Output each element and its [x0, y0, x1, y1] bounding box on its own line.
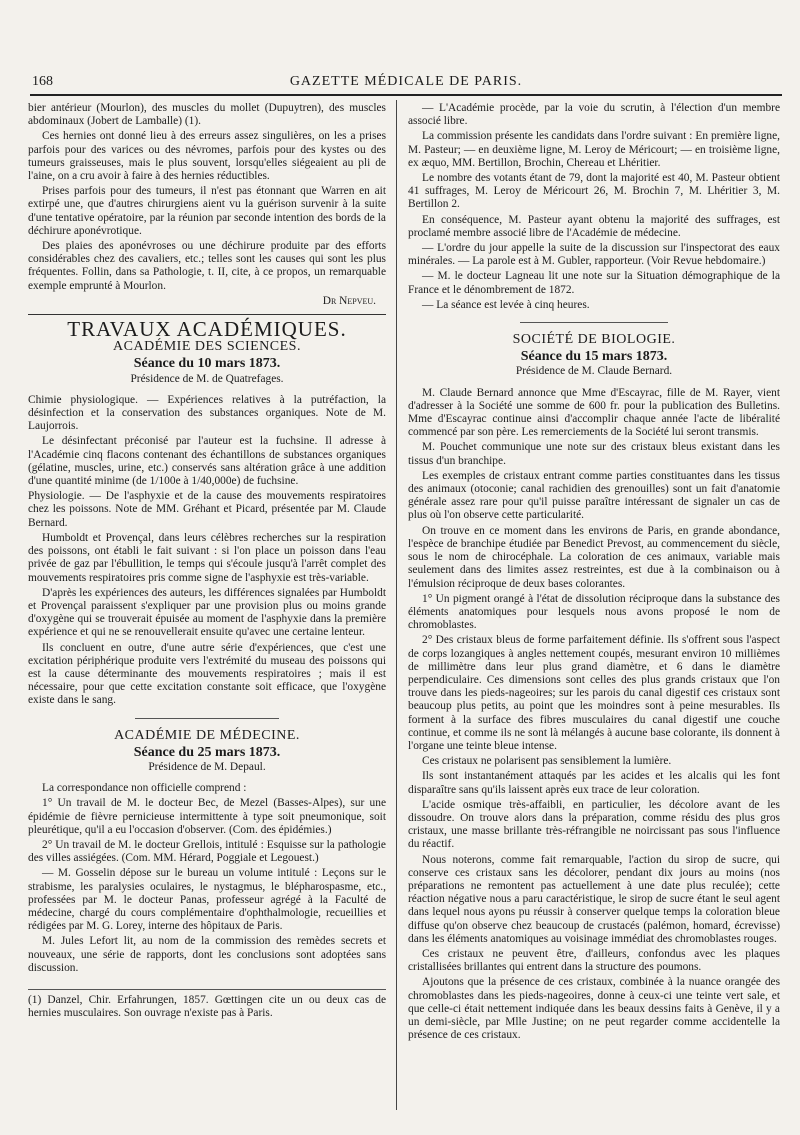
paragraph: 2° Un travail de M. le docteur Grellois, intitulé : Esquisse sur la pathologie des villes assiégées. (Com. MM. Hérard, Poggiale et Legouest.) — [28, 838, 386, 865]
sciences-seance: Séance du 10 mars 1873. — [133, 356, 281, 372]
paragraph: Ils concluent en outre, d'une autre série d'expériences, que c'est une excitation périphérique produite vers l'extrémité du museau des poissons qui est la cause déterminante des mouvements respiratoires ; mais il est nécessaire, pour que cette excitation constante soit efficace, que l'oxygène existe dans le sang. — [28, 641, 386, 707]
paragraph: Chimie physiologique. — Expériences relatives à la putréfaction, la désinfection et la conservation des substances organiques. Note de M. Laujorrois. — [28, 393, 386, 433]
medecine-seance: Séance du 25 mars 1873. — [133, 744, 281, 760]
paragraph: D'après les expériences des auteurs, les différences signalées par Humboldt et Provençal paraissent s'expliquer par une provision plus ou moins grande d'oxygène qui se trouverait épuisée au moment de l'asphyxie dans la première expérience et qui ne se renouvellerait ensuite qu'avec une certaine lenteur. — [28, 586, 386, 639]
paragraph: Ces cristaux ne polarisent pas sensiblement la lumière. — [422, 755, 672, 768]
paragraph: En conséquence, M. Pasteur ayant obtenu la majorité des suffrages, est proclamé membre associé libre de l'Académie de médecine. — [408, 213, 780, 239]
paragraph: — M. Gosselin dépose sur le bureau un volume intitulé : Leçons sur le strabisme, les paralysies oculaires, le nystagmus, le blépharospasme, etc., professées par M. le docteur Panas, professeur agrégé à la Faculté de médecine, chargé du cours complémentaire d'ophthalmologie, recueillies et rédigées par M. G. Lorey, interne des hôpitaux de Paris. — [28, 867, 386, 933]
sciences-heading: ACADÉMIE DES SCIENCES. — [113, 339, 301, 355]
paragraph: L'acide osmique très-affaibli, en particulier, les décolore avant de les dissoudre. On trouve alors dans la préparation, comme résidu des plus gros cristaux, une masse brillante très-réfrangible ne noircissant pas sous l'influence du réactif. — [408, 798, 780, 851]
page-number: 168 — [32, 74, 53, 89]
page-header — [30, 72, 782, 96]
paragraph: Des plaies des aponévroses ou une déchirure produite par des efforts considérables chez des cavaliers, etc.; telles sont les causes qui sont les plus fréquentes. Follin, dans sa Pathologie, t. II, cite, à ce propos, un remarquable exemple emprunté à Mourlon. — [28, 240, 386, 292]
paragraph: M. Claude Bernard annonce que Mme d'Escayrac, fille de M. Rayer, vient d'adresser à la Société une somme de 600 fr. pour la publication des Bulletins. Mme d'Escayrac continue ainsi d'accomplir chaque année l'acte de libéralité commencé par son père. Les remerciements de la Société lui seront transmis. — [408, 386, 780, 439]
biologie-heading: SOCIÉTÉ DE BIOLOGIE. — [512, 332, 676, 348]
paragraph: Le nombre des votants étant de 79, dont la majorité est 40, M. Pasteur obtient 41 suffrages, M. Leroy de Méricourt 26, M. Brochin 7, M. Lhéritier 3, M. Bertillon 2. — [408, 172, 780, 211]
paragraph: 2° Des cristaux bleus de forme parfaitement définie. Ils s'offrent sous l'aspect de corps lozangiques à angles nettement coupés, mesurant environ 10 millièmes de millimètre dans leur plus grand diamètre, et 6 dans le diamètre perpendiculaire. Ces dimensions sont celles des plus grands cristaux que l'on trouve dans les pieds-nageoires; sur les parois du canal digestif ces cristaux sont beaucoup plus petits, au point que les moindres sont à peine mesurables. Ils forment à la surface des fibres musculaires du canal digestif une couche continue, et comme ils ne sont là mélangés à aucune base colorante, ils donnent à l'organe une teinte bleue intense. — [408, 634, 780, 752]
paragraph: Le désinfectant préconisé par l'auteur est la fuchsine. Il adresse à l'Académie cinq flacons contenant des échantillons de substances organiques (gélatine, muscles, urine, etc.) conservés sans altération grâce à une addition d'une quantité minime (de 1/100e à 1/40,000e) de fuchsine. — [28, 435, 386, 488]
paragraph: La commission présente les candidats dans l'ordre suivant : En première ligne, M. Pasteur; — en deuxième ligne, M. Leroy de Méricourt; — en troisième ligne, ex æquo, MM. Bertillon, Brochin, Chereau et Lhéritier. — [408, 130, 780, 169]
paragraph: M. Pouchet communique une note sur des cristaux bleus existant dans les tissus d'un branchipe. — [408, 441, 780, 467]
column-divider — [396, 100, 397, 1110]
paragraph: — L'Académie procède, par la voie du scrutin, à l'élection d'un membre associé libre. — [408, 102, 780, 128]
paragraph: Ces hernies ont donné lieu à des erreurs assez singulières, on les a prises parfois pour des varices ou des névromes, parfois pour des kystes ou des tumeurs graisseuses, mais le plus souvent, lorsqu'elles siégeaient au pli de l'aine, on a cru avoir à faire à des hernies réductibles. — [28, 130, 386, 183]
medecine-heading: ACADÉMIE DE MÉDECINE. — [114, 727, 300, 743]
section-rule — [135, 718, 278, 719]
left-column — [28, 102, 386, 1020]
journal-title: GAZETTE MÉDICALE DE PARIS. — [289, 74, 523, 89]
biologie-seance: Séance du 15 mars 1873. — [520, 349, 668, 365]
section-rule — [28, 314, 386, 315]
author-signature: Dr Nepveu. — [322, 294, 376, 307]
paragraph: Ils sont instantanément attaqués par les acides et les alcalis qui les font disparaître sans qu'ils laissent après eux trace de leur coloration. — [408, 770, 780, 796]
paragraph: Ces cristaux ne peuvent être, d'ailleurs, confondus avec les plaques cristallisées brillantes qui entrent dans la structure des poumons. — [408, 947, 780, 974]
paragraph: — M. le docteur Lagneau lit une note sur la Situation démographique de la France et le dénombrement de 1872. — [408, 270, 780, 296]
section-rule — [520, 322, 669, 323]
biologie-presidence: Présidence de M. Claude Bernard. — [515, 365, 673, 378]
paragraph: M. Jules Lefort lit, au nom de la commission des remèdes secrets et nouveaux, une série de rapports, dont les conclusions sont adoptées sans discussion. — [28, 935, 386, 974]
paragraph: — L'ordre du jour appelle la suite de la discussion sur l'inspectorat des eaux minérales. — La parole est à M. Gubler, rapporteur. (Voir Revue hebdomaire.) — [408, 242, 780, 268]
right-column — [408, 102, 780, 1044]
paragraph: On trouve en ce moment dans les environs de Paris, en grande abondance, l'espèce de branchipe étudiée par Benedict Prevost, au commencement du siècle, sous le nom de chirocéphale. La coloration de ces animaux, variable mais seulement dans des limites assez restreintes, est due à la combinaison ou à l'émulsion réciproque de deux bases colorantes. — [408, 524, 780, 590]
travaux-heading: TRAVAUX ACADÉMIQUES. — [67, 317, 347, 342]
footnote: (1) Danzel, Chir. Erfahrungen, 1857. Gœttingen cite un ou deux cas de hernies musculaires. Son ouvrage n'existe pas à Paris. — [28, 989, 386, 1020]
paragraph: Humboldt et Provençal, dans leurs célèbres recherches sur la respiration des poissons, ont établi le fait suivant : si l'on place un poisson dans l'eau privée de gaz par l'ébullition, le temps qui s'écoule jusqu'à l'arrêt complet des mouvements respiratoires pris comme signe de l'asphyxie est très-variable. — [28, 531, 386, 584]
paragraph: Physiologie. — De l'asphyxie et de la cause des mouvements respiratoires chez les poissons. Note de MM. Gréhant et Picard, présentée par M. Claude Bernard. — [28, 490, 386, 529]
paragraph: bier antérieur (Mourlon), des muscles du mollet (Dupuytren), des muscles abdominaux (Jobert de Lamballe) (1). — [28, 102, 386, 128]
paragraph: Ajoutons que la présence de ces cristaux, combinée à la nuance orangée des chromoblastes dans les pieds-nageoires, donne à ceux-ci une teinte vert sale, et que celle-ci était nettement indiquée dans les beaux dessins faits à Genève, il y a un demi-siècle, par Mlle Justine; on ne peut regarder comme accidentelle la présence de ces cristaux. — [408, 976, 780, 1042]
paragraph: Prises parfois pour des tumeurs, il n'est pas étonnant que Warren en ait extirpé une, que d'autres chirurgiens aient vu la guérison survenir à la suite d'une tentative opératoire, par la réunion par seconde intention des bords de la déchirure aponévrotique. — [28, 185, 386, 237]
paragraph: Les exemples de cristaux entrant comme parties constituantes dans les tissus des animaux (otoconie; canal rachidien des grenouilles) sont un fait d'anatomie générale assez rare pour qu'il puisse paraître intéressant de signaler un cas de plus où l'on observe cette particularité. — [408, 469, 780, 522]
paragraph: 1° Un pigment orangé à l'état de dissolution réciproque dans la substance des éléments anatomiques pour lesquels nous avons proposé le nom de chromoblastes. — [408, 592, 780, 632]
paragraph: — La séance est levée à cinq heures. — [422, 298, 590, 311]
medecine-presidence: Présidence de M. Depaul. — [148, 760, 266, 773]
sciences-presidence: Présidence de M. de Quatrefages. — [130, 372, 284, 385]
paragraph: Nous noterons, comme fait remarquable, l'action du sirop de sucre, qui conserve ces cristaux sans les décolorer, pendant dix jours au moins (nos préparations ne remontent pas actuellement à une date plus reculée); cette réaction négative nous a paru caractéristique, le sirop de sucre étant le seul agent dans lequel nous ayons pu réussir à conserver quelque temps la coloration bleue diffuse qu'on observe chez beaucoup de crustacés (palémon, homard, écrevisse) dans les éléments anatomiques au voisinage immédiat des chromoblastes rouges. — [408, 853, 780, 945]
paragraph: 1° Un travail de M. le docteur Bec, de Mezel (Basses-Alpes), sur une épidémie de fièvre pernicieuse intermittente à type soit pneumonique, soit pleurétique, qu'il a eu l'occasion d'observer. (Com. des épidémies.) — [28, 797, 386, 836]
paragraph: La correspondance non officielle comprend : — [42, 782, 247, 795]
